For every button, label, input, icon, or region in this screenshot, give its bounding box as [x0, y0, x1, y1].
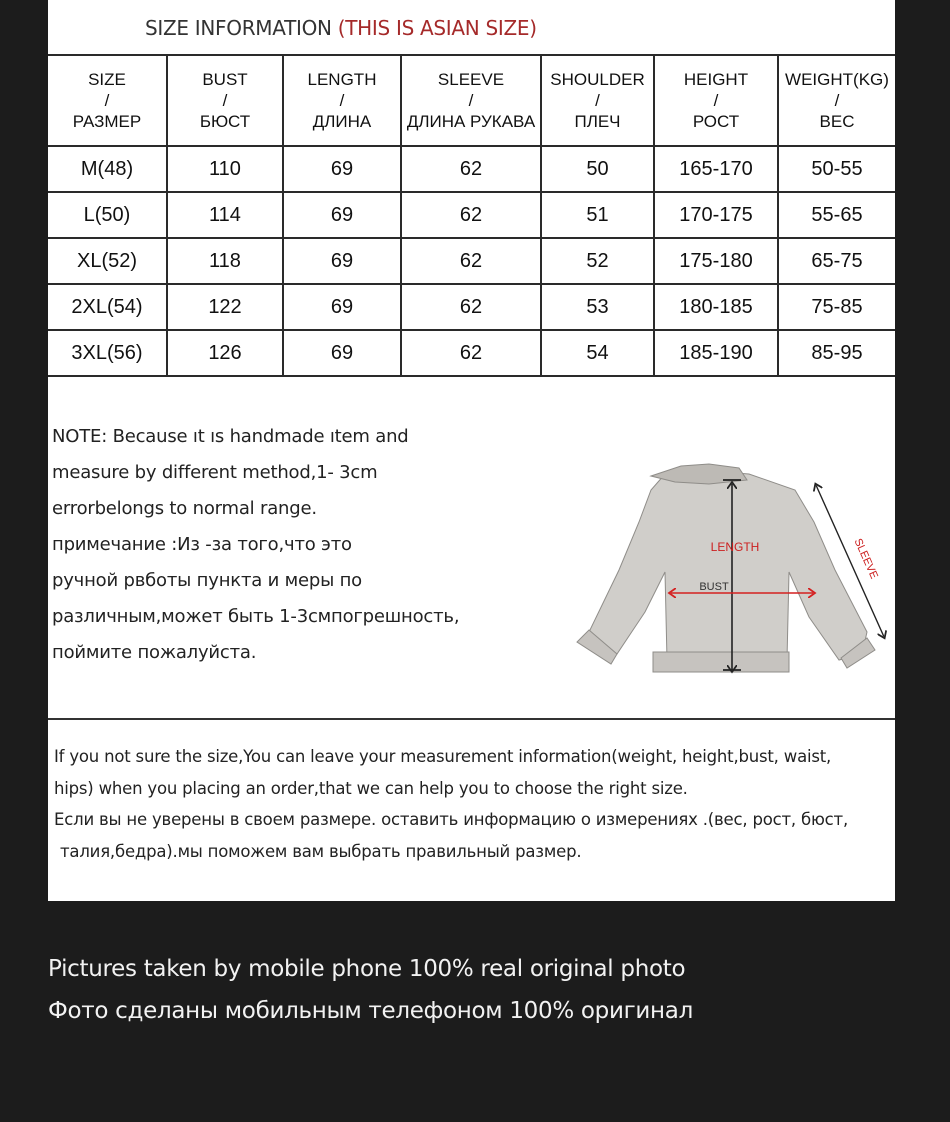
table-cell: L(50) [48, 192, 167, 238]
table-cell: XL(52) [48, 238, 167, 284]
table-cell: 75-85 [778, 284, 895, 330]
footer-line-english: Pictures taken by mobile phone 100% real original photo [48, 956, 686, 982]
sleeve-label: SLEEVE [851, 536, 880, 581]
table-row [48, 192, 895, 238]
advice-line: Если вы не уверены в своем размере. оставить информацию о измерениях .(вес, рост, бюст, [54, 810, 849, 829]
table-cell: 175-180 [654, 238, 778, 284]
table-cell: 85-95 [778, 330, 895, 376]
table-cell: 52 [541, 238, 654, 284]
jacket-body [589, 470, 867, 660]
table-cell: 62 [401, 146, 541, 192]
table-cell: 65-75 [778, 238, 895, 284]
table-cell: 69 [283, 284, 401, 330]
size-advice [54, 741, 889, 867]
table-cell: 62 [401, 330, 541, 376]
jacket-waistband [653, 652, 789, 672]
bust-label: BUST [699, 581, 729, 593]
table-cell: 170-175 [654, 192, 778, 238]
section-divider [48, 718, 895, 720]
length-label: LENGTH [710, 540, 760, 554]
table-cell: 180-185 [654, 284, 778, 330]
table-cell: 50-55 [778, 146, 895, 192]
table-cell: 62 [401, 238, 541, 284]
table-cell: 50 [541, 146, 654, 192]
table-cell: 2XL(54) [48, 284, 167, 330]
footer-line-russian: Фото сделаны мобильным телефоном 100% оригинал [48, 998, 693, 1024]
table-cell: 51 [541, 192, 654, 238]
header-length: LENGTH / ДЛИНА [283, 55, 401, 146]
table-cell: 126 [167, 330, 283, 376]
header-weight: WEIGHT(KG) / ВЕС [778, 55, 895, 146]
table-cell: 3XL(56) [48, 330, 167, 376]
table-cell: 118 [167, 238, 283, 284]
note-line: errorbelongs to normal range. [52, 498, 317, 519]
advice-line: hips) when you placing an order,that we can help you to choose the right size. [54, 778, 688, 798]
note-line: примечание :Из -за того,что это [52, 534, 352, 555]
header-height: HEIGHT / РОСТ [654, 55, 778, 146]
table-cell: 62 [401, 284, 541, 330]
photo-disclaimer [48, 948, 693, 1032]
table-cell: 53 [541, 284, 654, 330]
table-row [48, 238, 895, 284]
table-cell: 122 [167, 284, 283, 330]
table-row [48, 330, 895, 376]
table-cell: 69 [283, 146, 401, 192]
title-main: SIZE INFORMATION [145, 16, 332, 40]
table-cell: 69 [283, 330, 401, 376]
header-bust: BUST / БЮСТ [167, 55, 283, 146]
note-line: ручной рвботы пункта и меры по [52, 570, 362, 591]
size-info-title [145, 16, 537, 40]
header-shoulder: SHOULDER / ПЛЕЧ [541, 55, 654, 146]
advice-line: If you not sure the size,You can leave your measurement information(weight, height,bust, waist, [54, 747, 832, 766]
table-cell: 110 [167, 146, 283, 192]
size-table [48, 54, 895, 377]
advice-line: талия,бедра).мы поможем вам выбрать правильный размер. [60, 841, 582, 861]
table-cell: 55-65 [778, 192, 895, 238]
table-row [48, 146, 895, 192]
header-size: SIZE / РАЗМЕР [48, 55, 167, 146]
header-sleeve: SLEEVE / ДЛИНА РУКАВА [401, 55, 541, 146]
note-line: measure by different method,1- 3cm [52, 462, 378, 483]
note-line: различным,может быть 1-3смпогрешность, [52, 606, 460, 627]
table-cell: 62 [401, 192, 541, 238]
table-cell: M(48) [48, 146, 167, 192]
table-row [48, 284, 895, 330]
note-line: поймите пожалуйста. [52, 642, 257, 663]
table-cell: 165-170 [654, 146, 778, 192]
size-info-sheet [48, 0, 895, 901]
table-header-row [48, 55, 895, 146]
measurement-note [52, 419, 502, 671]
table-cell: 114 [167, 192, 283, 238]
table-cell: 54 [541, 330, 654, 376]
table-cell: 69 [283, 192, 401, 238]
jacket-silhouette [577, 464, 875, 672]
jacket-measurement-diagram [533, 462, 880, 677]
table-cell: 185-190 [654, 330, 778, 376]
note-line: NOTE: Because ıt ıs handmade ıtem and [52, 426, 409, 447]
table-cell: 69 [283, 238, 401, 284]
title-asian-size-note: (THIS IS ASIAN SIZE) [337, 16, 537, 40]
